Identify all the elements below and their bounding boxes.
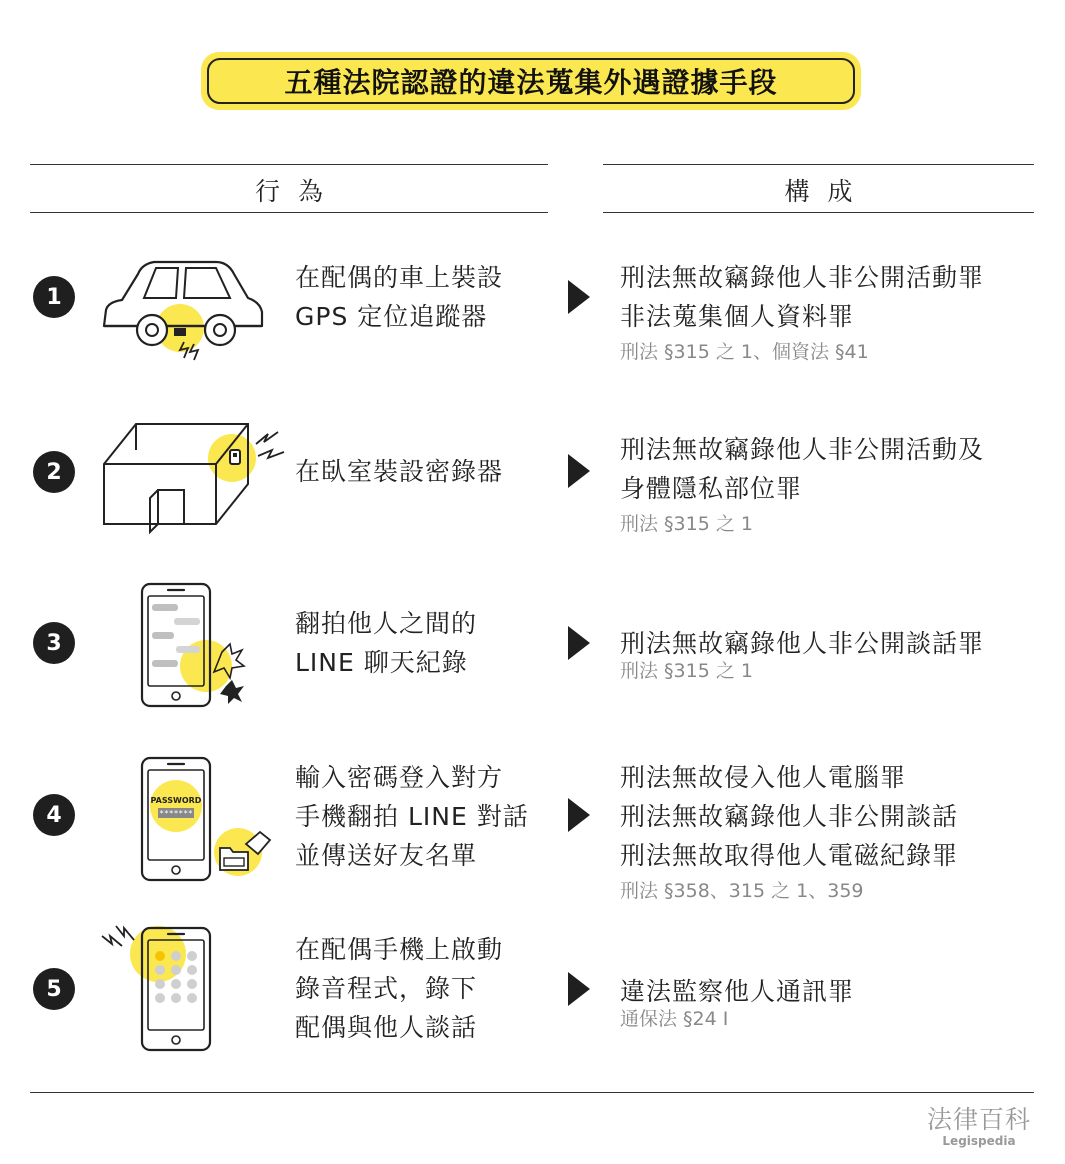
action-text [295, 258, 503, 336]
divider-result-bottom [603, 212, 1034, 213]
car-gps-icon [96, 254, 268, 372]
crime-line: 身體隱私部位罪 [620, 474, 803, 503]
action-text [295, 604, 477, 682]
law-citation: 通保法 §24 I [620, 1008, 729, 1030]
password-mask: ******* [159, 809, 193, 818]
law-citation: 刑法 §315 之 1 [620, 660, 753, 682]
arrow-icon [568, 454, 590, 488]
crime-line: 刑法無故取得他人電磁紀錄罪 [620, 841, 959, 870]
crime-line: 非法蒐集個人資料罪 [620, 302, 855, 331]
divider-result-top [603, 164, 1034, 165]
arrow-icon [568, 280, 590, 314]
action-text [295, 452, 503, 491]
brand-subtitle: Legispedia [942, 1134, 1016, 1148]
action-text [295, 758, 529, 875]
action-line: 在臥室裝設密錄器 [295, 457, 504, 486]
brand-logo [927, 1100, 1031, 1148]
result-block [620, 430, 984, 538]
phone-password-icon [134, 756, 284, 882]
arrow-icon [568, 972, 590, 1006]
header-action: 行為 [254, 177, 341, 206]
crime-line: 刑法無故竊錄他人非公開談話 [620, 802, 959, 831]
divider-action-bottom [30, 212, 548, 213]
result-block [620, 972, 854, 1033]
action-line: 配偶與他人談話 [295, 1013, 478, 1042]
action-line: 在配偶的車上裝設 [295, 263, 504, 292]
crime-line: 刑法無故竊錄他人非公開活動及 [620, 435, 985, 464]
action-line: LINE 聊天紀錄 [295, 648, 468, 677]
brand-name: 法律百科 [926, 1105, 1031, 1134]
divider-action-top [30, 164, 548, 165]
crime-line: 刑法無故侵入他人電腦罪 [620, 763, 907, 792]
arrow-icon [568, 798, 590, 832]
action-line: 錄音程式，錄下 [295, 974, 478, 1003]
result-block [620, 758, 958, 905]
header-result: 構成 [784, 177, 871, 206]
result-block [620, 624, 984, 685]
step-number: 4 [33, 794, 75, 836]
crime-line: 刑法無故竊錄他人非公開談話罪 [620, 629, 985, 658]
action-line: 輸入密碼登入對方 [295, 763, 504, 792]
step-number: 5 [33, 968, 75, 1010]
step-number: 3 [33, 622, 75, 664]
action-line: 並傳送好友名單 [295, 841, 478, 870]
law-citation: 刑法 §315 之 1、個資法 §41 [620, 341, 869, 363]
step-number: 2 [33, 451, 75, 493]
phone-recording-app-icon [96, 922, 226, 1054]
title-banner [201, 52, 861, 110]
crime-line: 違法監察他人通訊罪 [620, 977, 855, 1006]
phone-chat-photo-icon [134, 582, 264, 712]
bedroom-recorder-icon [96, 420, 296, 542]
page-title: 五種法院認證的違法蒐集外遇證據手段 [284, 66, 778, 99]
step-number: 1 [33, 276, 75, 318]
action-line: 手機翻拍 LINE 對話 [295, 802, 529, 831]
crime-line: 刑法無故竊錄他人非公開活動罪 [620, 263, 985, 292]
password-label: PASSWORD [150, 796, 202, 805]
law-citation: 刑法 §358、315 之 1、359 [620, 880, 864, 902]
action-line: 在配偶手機上啟動 [295, 935, 504, 964]
divider-bottom [30, 1092, 1034, 1093]
action-line: 翻拍他人之間的 [295, 609, 478, 638]
title-frame [207, 58, 855, 104]
action-line: GPS 定位追蹤器 [295, 302, 488, 331]
arrow-icon [568, 626, 590, 660]
action-text [295, 930, 503, 1047]
law-citation: 刑法 §315 之 1 [620, 513, 753, 535]
result-block [620, 258, 984, 366]
